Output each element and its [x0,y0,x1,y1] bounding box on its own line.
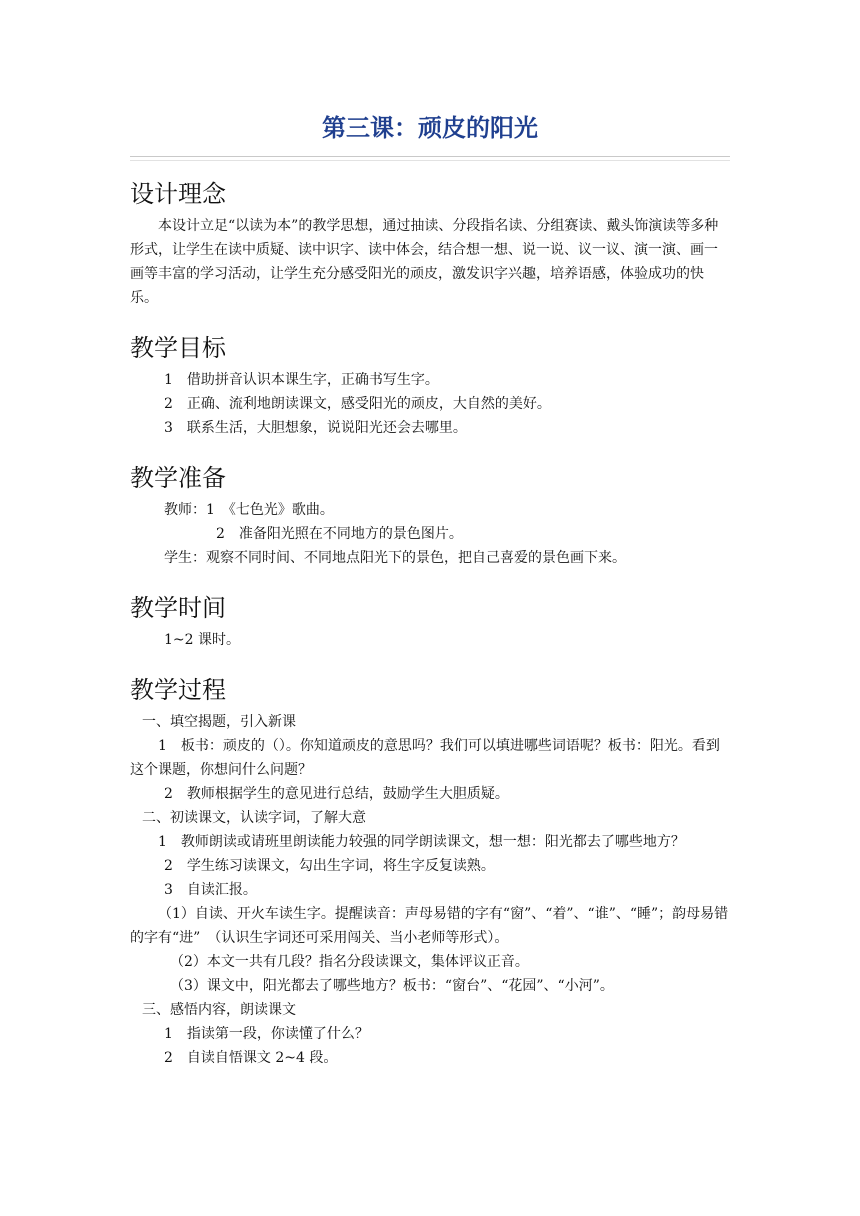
process-item: 2 教师根据学生的意见进行总结，鼓励学生大胆质疑。 [164,786,509,802]
process-sub-item: （1）自读、开火车读生字。提醒读音：声母易错的字有“窗”、“着”、“谁”、“睡”；韵母易错的字有“进” （认识生字词还可采用闯关、当小老师等形式）。 [130,906,729,946]
goal-item: 3 联系生活，大胆想象，说说阳光还会去哪里。 [164,420,467,436]
document-title: 第三课：顽皮的阳光 [322,114,538,142]
section-design-concept [130,174,730,310]
prep-teacher-line: 教师：1 《七色光》歌曲。 [164,502,334,518]
section-teaching-prep [130,458,730,570]
section-teaching-goals [130,328,730,440]
process-item: 1 教师朗读或请班里朗读能力较强的同学朗读课文，想一想：阳光都去了哪些地方？ [158,834,685,850]
process-sub-item: （2）本文一共有几段？指名分段读课文，集体评议正音。 [170,954,529,970]
title-divider [130,156,730,157]
goal-item: 2 正确、流利地朗读课文，感受阳光的顽皮，大自然的美好。 [164,396,551,412]
section-teaching-process [130,670,730,1070]
process-item: 2 学生练习读课文，勾出生字词，将生字反复读熟。 [164,858,495,874]
document-body [130,174,730,1070]
section-heading: 设计理念 [130,180,226,208]
process-item: 1 指读第一段，你读懂了什么？ [164,1026,369,1042]
process-item: 1 板书：顽皮的（）。你知道顽皮的意思吗？我们可以填进哪些词语呢？板书：阳光。看到这个课题，你想问什么问题？ [130,738,720,778]
process-item: 3 自读汇报。 [164,882,257,898]
section-heading: 教学准备 [130,464,226,492]
time-text: 1~2 课时。 [164,632,240,648]
process-sub-item: （3）课文中，阳光都去了哪些地方？板书：“窗台”、“花园”、“小河”。 [170,978,614,994]
process-step-title: 三、感悟内容，朗读课文 [142,1002,296,1018]
prep-teacher-line: 2 准备阳光照在不同地方的景色图片。 [216,526,463,542]
concept-paragraph: 本设计立足“以读为本”的教学思想，通过抽读、分段指名读、分组赛读、戴头饰演读等多种形式，让学生在读中质疑、读中识字、读中体会，结合想一想、说一说、议一议、演一演、画一画等丰富的学习活动，让学生充分感受阳光的顽皮，激发识字兴趣，培养语感，体验成功的快乐。 [130,218,719,306]
process-item: 2 自读自悟课文 2~4 段。 [164,1050,338,1066]
section-heading: 教学目标 [130,334,226,362]
prep-student-line: 学生：观察不同时间、不同地点阳光下的景色，把自己喜爱的景色画下来。 [164,550,626,566]
title-divider-secondary [130,160,730,161]
section-heading: 教学过程 [130,676,226,704]
goal-item: 1 借助拼音认识本课生字，正确书写生字。 [164,372,439,388]
process-step-title: 二、初读课文，认读字词，了解大意 [142,810,366,826]
section-heading: 教学时间 [130,594,226,622]
section-teaching-time [130,588,730,652]
process-step-title: 一、填空揭题，引入新课 [142,714,296,730]
